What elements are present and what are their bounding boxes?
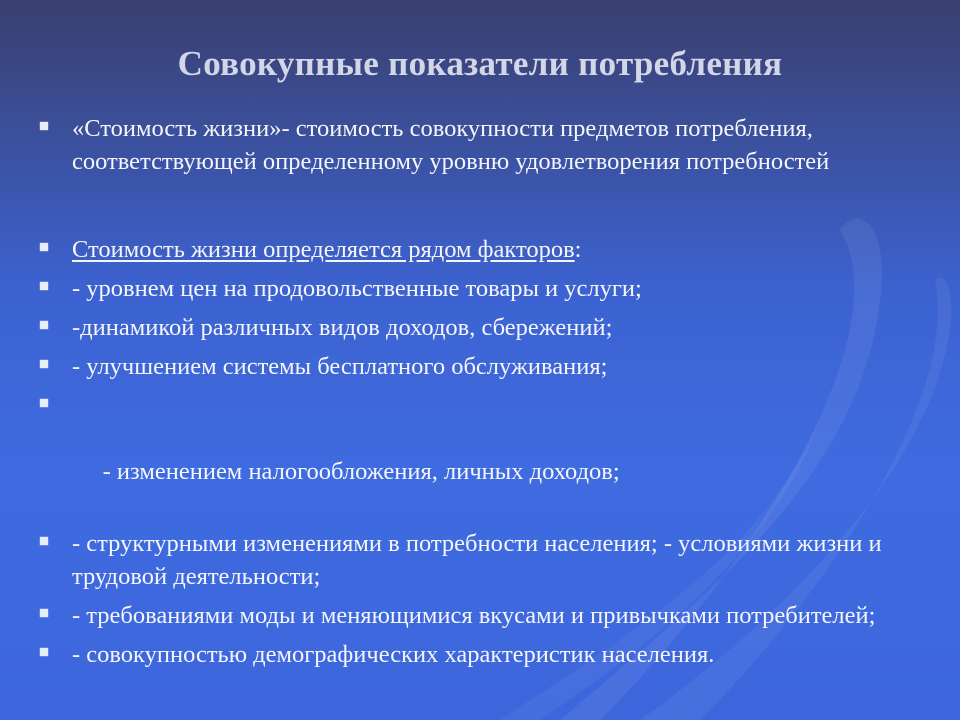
item-text: - уровнем цен на продовольственные товары и услуги; <box>72 275 642 302</box>
square-bullet-icon <box>40 537 48 545</box>
square-bullet-icon <box>40 609 48 617</box>
item-text-suffix: : <box>574 236 582 263</box>
item-text: -динамикой различных видов доходов, сбережений; <box>72 314 613 341</box>
list-item <box>36 599 936 632</box>
square-bullet-icon <box>40 399 48 407</box>
square-bullet-icon <box>40 122 48 130</box>
item-text: «Стоимость жизни»- стоимость совокупности предметов потребления, соответствующей определенному уровню удовлетворения потребностей <box>72 115 830 175</box>
list-item <box>36 389 936 521</box>
item-text: - совокупностью демографических характеристик населения. <box>72 641 715 668</box>
square-bullet-icon <box>40 282 48 290</box>
list-item <box>36 233 936 266</box>
square-bullet-icon <box>40 243 48 251</box>
item-text: - изменением налогообложения, личных доходов; <box>96 458 620 485</box>
item-text-underlined: Стоимость жизни определяется рядом факторов <box>72 236 575 263</box>
square-bullet-icon <box>40 648 48 656</box>
list-item <box>36 638 936 671</box>
item-text: - структурными изменениями в потребности населения; - условиями жизни и трудовой деятельности; <box>72 530 882 590</box>
slide-title: Совокупные показатели потребления <box>177 44 783 83</box>
list-item <box>36 272 936 305</box>
list-item <box>36 311 936 344</box>
item-text: - улучшением системы бесплатного обслуживания; <box>72 353 608 380</box>
item-text: - требованиями моды и меняющимися вкусами и привычками потребителей; <box>72 602 876 629</box>
list-item <box>36 112 936 178</box>
list-item <box>36 527 936 593</box>
bullet-list <box>36 112 936 671</box>
square-bullet-icon <box>40 321 48 329</box>
list-item <box>36 350 936 383</box>
square-bullet-icon <box>40 360 48 368</box>
